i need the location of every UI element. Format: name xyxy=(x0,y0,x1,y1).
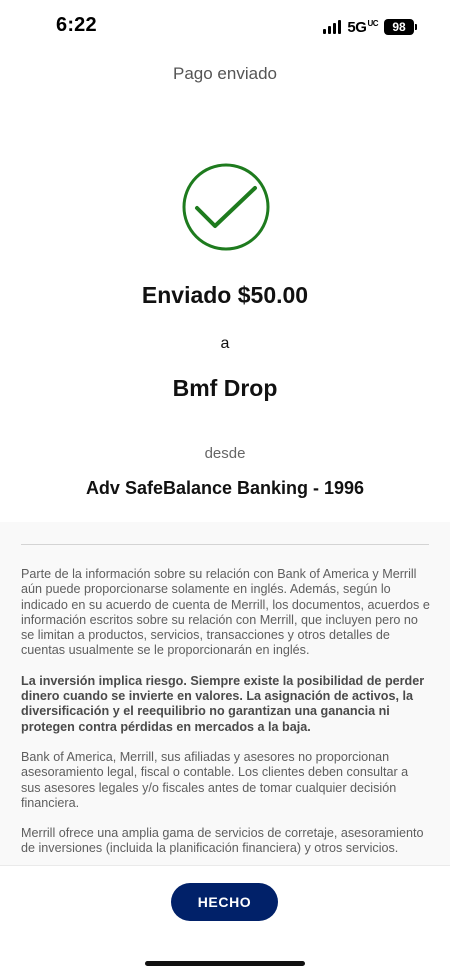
page-title: Pago enviado xyxy=(173,64,277,83)
divider xyxy=(0,865,450,866)
check-circle-icon xyxy=(182,163,270,251)
network-type: $5G^{UC}$ xyxy=(347,18,378,36)
divider xyxy=(21,544,429,545)
home-indicator[interactable] xyxy=(145,961,305,966)
sent-amount: Enviado $50.00 xyxy=(141,282,309,308)
disclosure-panel[interactable] xyxy=(0,522,450,865)
to-label: a xyxy=(220,335,230,352)
network-suffix: UC xyxy=(367,18,378,28)
disclosure-risk: La inversión implica riesgo. Siempre existe la posibilidad de perder dinero cuando se invierte en valores. La asignación de activos, la diversificación y el reequilibrio no garantizan una ganancia ni protegen contra pérdidas en mercados a la baja. xyxy=(21,673,425,734)
done-button[interactable]: HECHO xyxy=(171,883,278,921)
disclosure-text xyxy=(21,567,431,865)
status-time: 6:22 xyxy=(56,14,97,36)
recipient-name: Bmf Drop xyxy=(172,375,278,401)
status-indicators xyxy=(323,17,414,37)
signal-icon xyxy=(323,20,341,34)
battery-level: 98 xyxy=(392,20,406,34)
battery-icon xyxy=(384,19,414,35)
disclosure-services: Merrill ofrece una amplia gama de servicios de corretaje, asesoramiento de inversiones (incluida la planificación financiera) y otros servicios. xyxy=(21,826,424,856)
disclosure-advice: Bank of America, Merrill, sus afiliadas y asesores no proporcionan asesoramiento legal, fiscal o contable. Los clientes deben consultar a sus asesores legales y/o fiscales antes de tomar cualquier decisión financiera. xyxy=(21,749,409,810)
from-label: desde xyxy=(204,445,246,462)
footer xyxy=(0,865,450,975)
status-bar xyxy=(0,0,450,56)
source-account: Adv SafeBalance Banking - 1996 xyxy=(85,478,365,498)
disclosure-language: Parte de la información sobre su relación con Bank of America y Merrill aún puede proporcionarse solamente en inglés. Además, según lo indicado en su acuerdo de cuenta de Merrill, los documentos, acuerdos e información escritos sobre su relación con Merrill, que incluyen pero no se limitan a productos, servicios, transacciones y otros detalles de cuentas usualmente se le proporcionarán en inglés. xyxy=(21,567,430,658)
